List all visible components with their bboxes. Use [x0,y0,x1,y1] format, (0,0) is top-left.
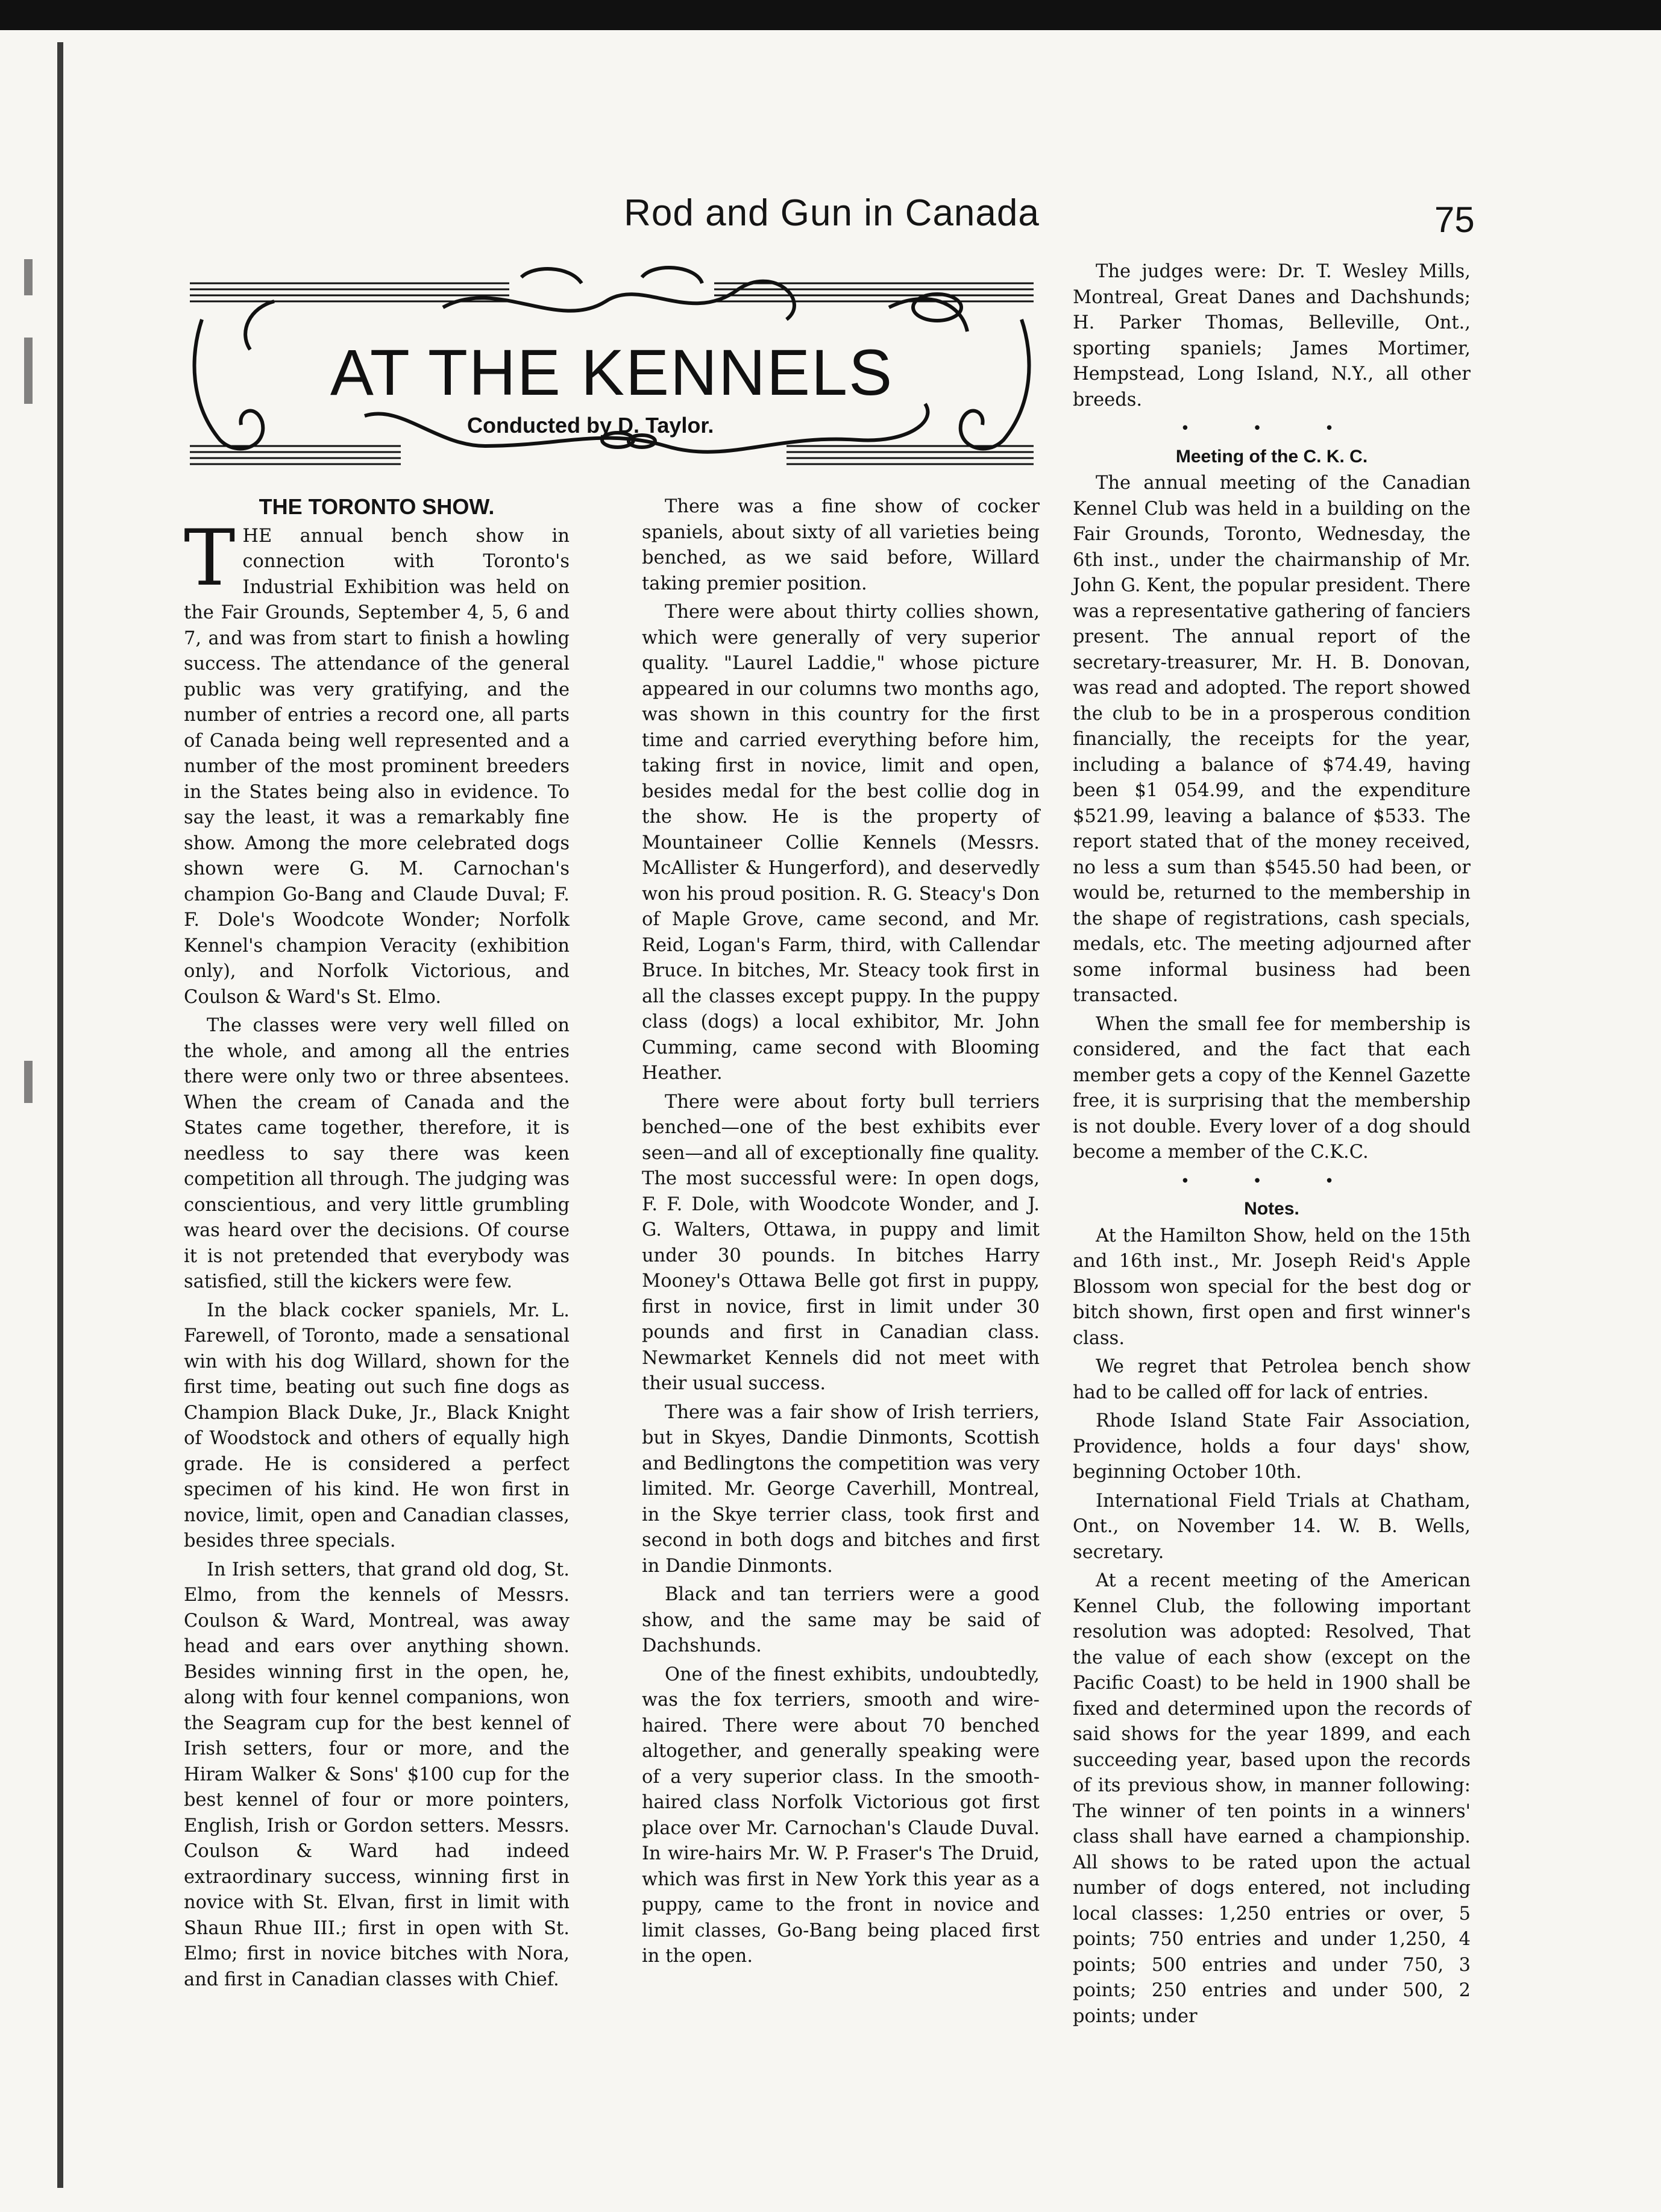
scan-top-edge [0,0,1661,30]
column-2 [642,494,1040,1973]
paragraph: In the black cocker spaniels, Mr. L. Farewell, of Toronto, made a sensational win with his dog Willard, shown for the first time, beating out such fine dogs as Champion Black Duke, Jr., Black Knight of Woodstock and others of equally high grade. He is considered a perfect specimen of his kind. He won first in novice, limit, open and Canadian classes, besides three specials. [184,1299,570,1551]
column-3 [1073,259,1471,2032]
paragraph [184,513,570,1011]
paragraph: We regret that Petrolea bench show had to be called off for lack of entries. [1073,1356,1471,1403]
paragraph: The classes were very well filled on the whole, and among all the entries there were only two or three absentees. When the cream of Canada and the States came together, therefore, it is needless to say there was keen competition all through. The judging was conscientious, and very little grumbling was heard over the decisions. Of course it is not pretended that everybody was satisfied, still the kickers were few. [184,1015,570,1292]
paragraph: There was a fine show of cocker spaniels, about sixty of all varieties being benched, as we said before, Willard taking premier position. [642,496,1040,594]
section-divider: • • • [1180,419,1363,438]
banner-title: AT THE KENNELS [330,336,894,409]
section-banner [184,265,1040,470]
page-number: 75 [1434,200,1475,240]
scan-left-edge [57,42,63,2188]
paragraph: There were about forty bull terriers benched—one of the best exhibits ever seen—and all of exceptionally fine quality. The most successful were: In open dogs, F. F. Dole, with Woodcote Wonder, and J. G. Walters, Ottawa, in puppy and limit under 30 pounds. In bitches Harry Mooney's Ottawa Belle got first in puppy, first in novice, first in limit under 30 pounds and first in Canadian class. Newmarket Kennels did not meet with their usual success. [642,1091,1040,1394]
paragraph: One of the finest exhibits, undoubtedly, was the fox terriers, smooth and wire-haired. There were about 70 benched altogether, and generally speaking were of a very superior class. In the smooth-haired class Norfolk Victorious got first place over Mr. Carnochan's Claude Duval. In wire-hairs Mr. W. P. Fraser's The Druid, which was first in New York this year as a puppy, came to the front in novice and limit classes, Go-Bang being placed first in the open. [642,1664,1040,1967]
column-1 [184,494,570,1996]
paragraph: The judges were: Dr. T. Wesley Mills, Montreal, Great Danes and Dachshunds; H. Parker Thomas, Belleville, Ont., sporting spaniels; James Mortimer, Hempstead, Long Island, N.Y., all other breeds. [1073,261,1471,410]
paragraph: There was a fair show of Irish terriers, but in Skyes, Dandie Dinmonts, Scottish and Bedlingtons the competition was very limited. Mr. George Caverhill, Montreal, in the Skye terrier class, took first and second in both dogs and bitches and first in Dandie Dinmonts. [642,1401,1040,1577]
subheading-ckc-meeting: Meeting of the C. K. C. [1175,446,1368,467]
banner-byline: Conducted by D. Taylor. [467,413,714,438]
scan-smudge [24,338,33,404]
paragraph: At the Hamilton Show, held on the 15th and 16th inst., Mr. Joseph Reid's Apple Blossom won special for the best dog or bitch shown, first open and first winner's class. [1073,1225,1471,1349]
paragraph: The annual meeting of the Canadian Kennel Club was held in a building on the Fair Grounds, Toronto, Wednesday, the 6th inst., under the chairmanship of Mr. John G. Kent, the popular president. There was a representative gathering of fanciers present. The annual report of the secretary-treasurer, Mr. H. B. Donovan, was read and adopted. The report showed the club to be in a prosperous condition financially, the receipts for the year, including a balance of $74.49, having been $1 054.99, and the expenditure $521.99, leaving a balance of $533. The report stated that of the money received, no less a sum than $545.50 had been, or would be, returned to the membership in the shape of registrations, cash specials, medals, etc. The meeting adjourned after some informal business had been transacted. [1073,473,1471,1006]
scan-smudge [24,1061,33,1103]
paragraph: In Irish setters, that grand old dog, St. Elmo, from the kennels of Messrs. Coulson & Ward, Montreal, was away head and ears over anything shown. Besides winning first in the open, he, along with four kennel companions, won the Seagram cup for the best kennel of Irish setters, four or more, and the Hiram Walker & Sons' $100 cup for the best kennel of four or more pointers, English, Irish or Gordon setters. Messrs. Coulson & Ward had indeed extraordinary success, winning first in novice with St. Elvan, first in limit with Shaun Rhue III.; first in open with St. Elmo; first in novice bitches with Nora, and first in Canadian classes with Chief. [184,1559,570,1990]
paragraph-text: HE annual bench show in connection with Toronto's Industrial Exhibition was held on the Fair Grounds, September 4, 5, 6 and 7, and was from start to finish a howling success. The attendance of the general public was very gratifying, and the number of entries a record one, all parts of Canada being well represented and a number of the most prominent breeders in the States being also in evidence. To say the least, it was a remarkably fine show. Among the more celebrated dogs shown were G. M. Carnochan's champion Go-Bang and Claude Duval; F. F. Dole's Woodcote Wonder; Norfolk Kennel's champion Veracity (exhibition only), and Norfolk Victorious, and Coulson & Ward's St. Elmo. [184,525,570,1008]
paragraph: At a recent meeting of the American Kennel Club, the following important resolution was adopted: Resolved, That the value of each show (except on the Pacific Coast) to be held in 1900 shall be fixed and determined upon the records of said shows for the year 1899, and each succeeding year, based upon the records of its previous show, in manner following: The winner of ten points in a winners' class shall have earned a championship. All shows to be rated upon the actual number of dogs entered, not including local classes: 1,250 entries or over, 5 points; 750 entries and under 1,250, 4 points; 500 entries and under 750, 3 points; 250 entries and under 500, 2 points; under [1073,1570,1471,2027]
subheading-notes: Notes. [1244,1199,1299,1219]
running-head: Rod and Gun in Canada [624,192,1040,234]
paragraph: Rhode Island State Fair Association, Providence, holds a four days' show, beginning October 10th. [1073,1410,1471,1483]
paragraph: Black and tan terriers were a good show, and the same may be said of Dachshunds. [642,1584,1040,1656]
section-heading: THE TORONTO SHOW. [259,494,495,519]
scan-smudge [24,259,33,295]
paragraph: International Field Trials at Chatham, Ont., on November 14. W. B. Wells, secretary. [1073,1490,1471,1563]
paragraph: There were about thirty collies shown, which were generally of very superior quality. "Laurel Laddie," whose picture appeared in our columns two months ago, was shown in this country for the first time and carried everything before him, taking first in novice, limit and open, besides medal for the best collie dog in the show. He is the property of Mountaineer Collie Kennels (Messrs. McAllister & Hungerford), and deservedly won his proud position. R. G. Steacy's Don of Maple Grove, came second, and Mr. Reid, Logan's Farm, third, with Callendar Bruce. In bitches, Mr. Steacy took first in all the classes except puppy. In the puppy class (dogs) a local exhibitor, Mr. John Cumming, came second with Blooming Heather. [642,602,1040,1084]
drop-cap: T [184,513,236,603]
section-divider: • • • [1180,1172,1363,1190]
paragraph: When the small fee for membership is considered, and the fact that each member gets a copy of the Kennel Gazette free, it is surprising that the membership is not double. Every lover of a dog should become a member of the C.K.C. [1073,1013,1471,1163]
